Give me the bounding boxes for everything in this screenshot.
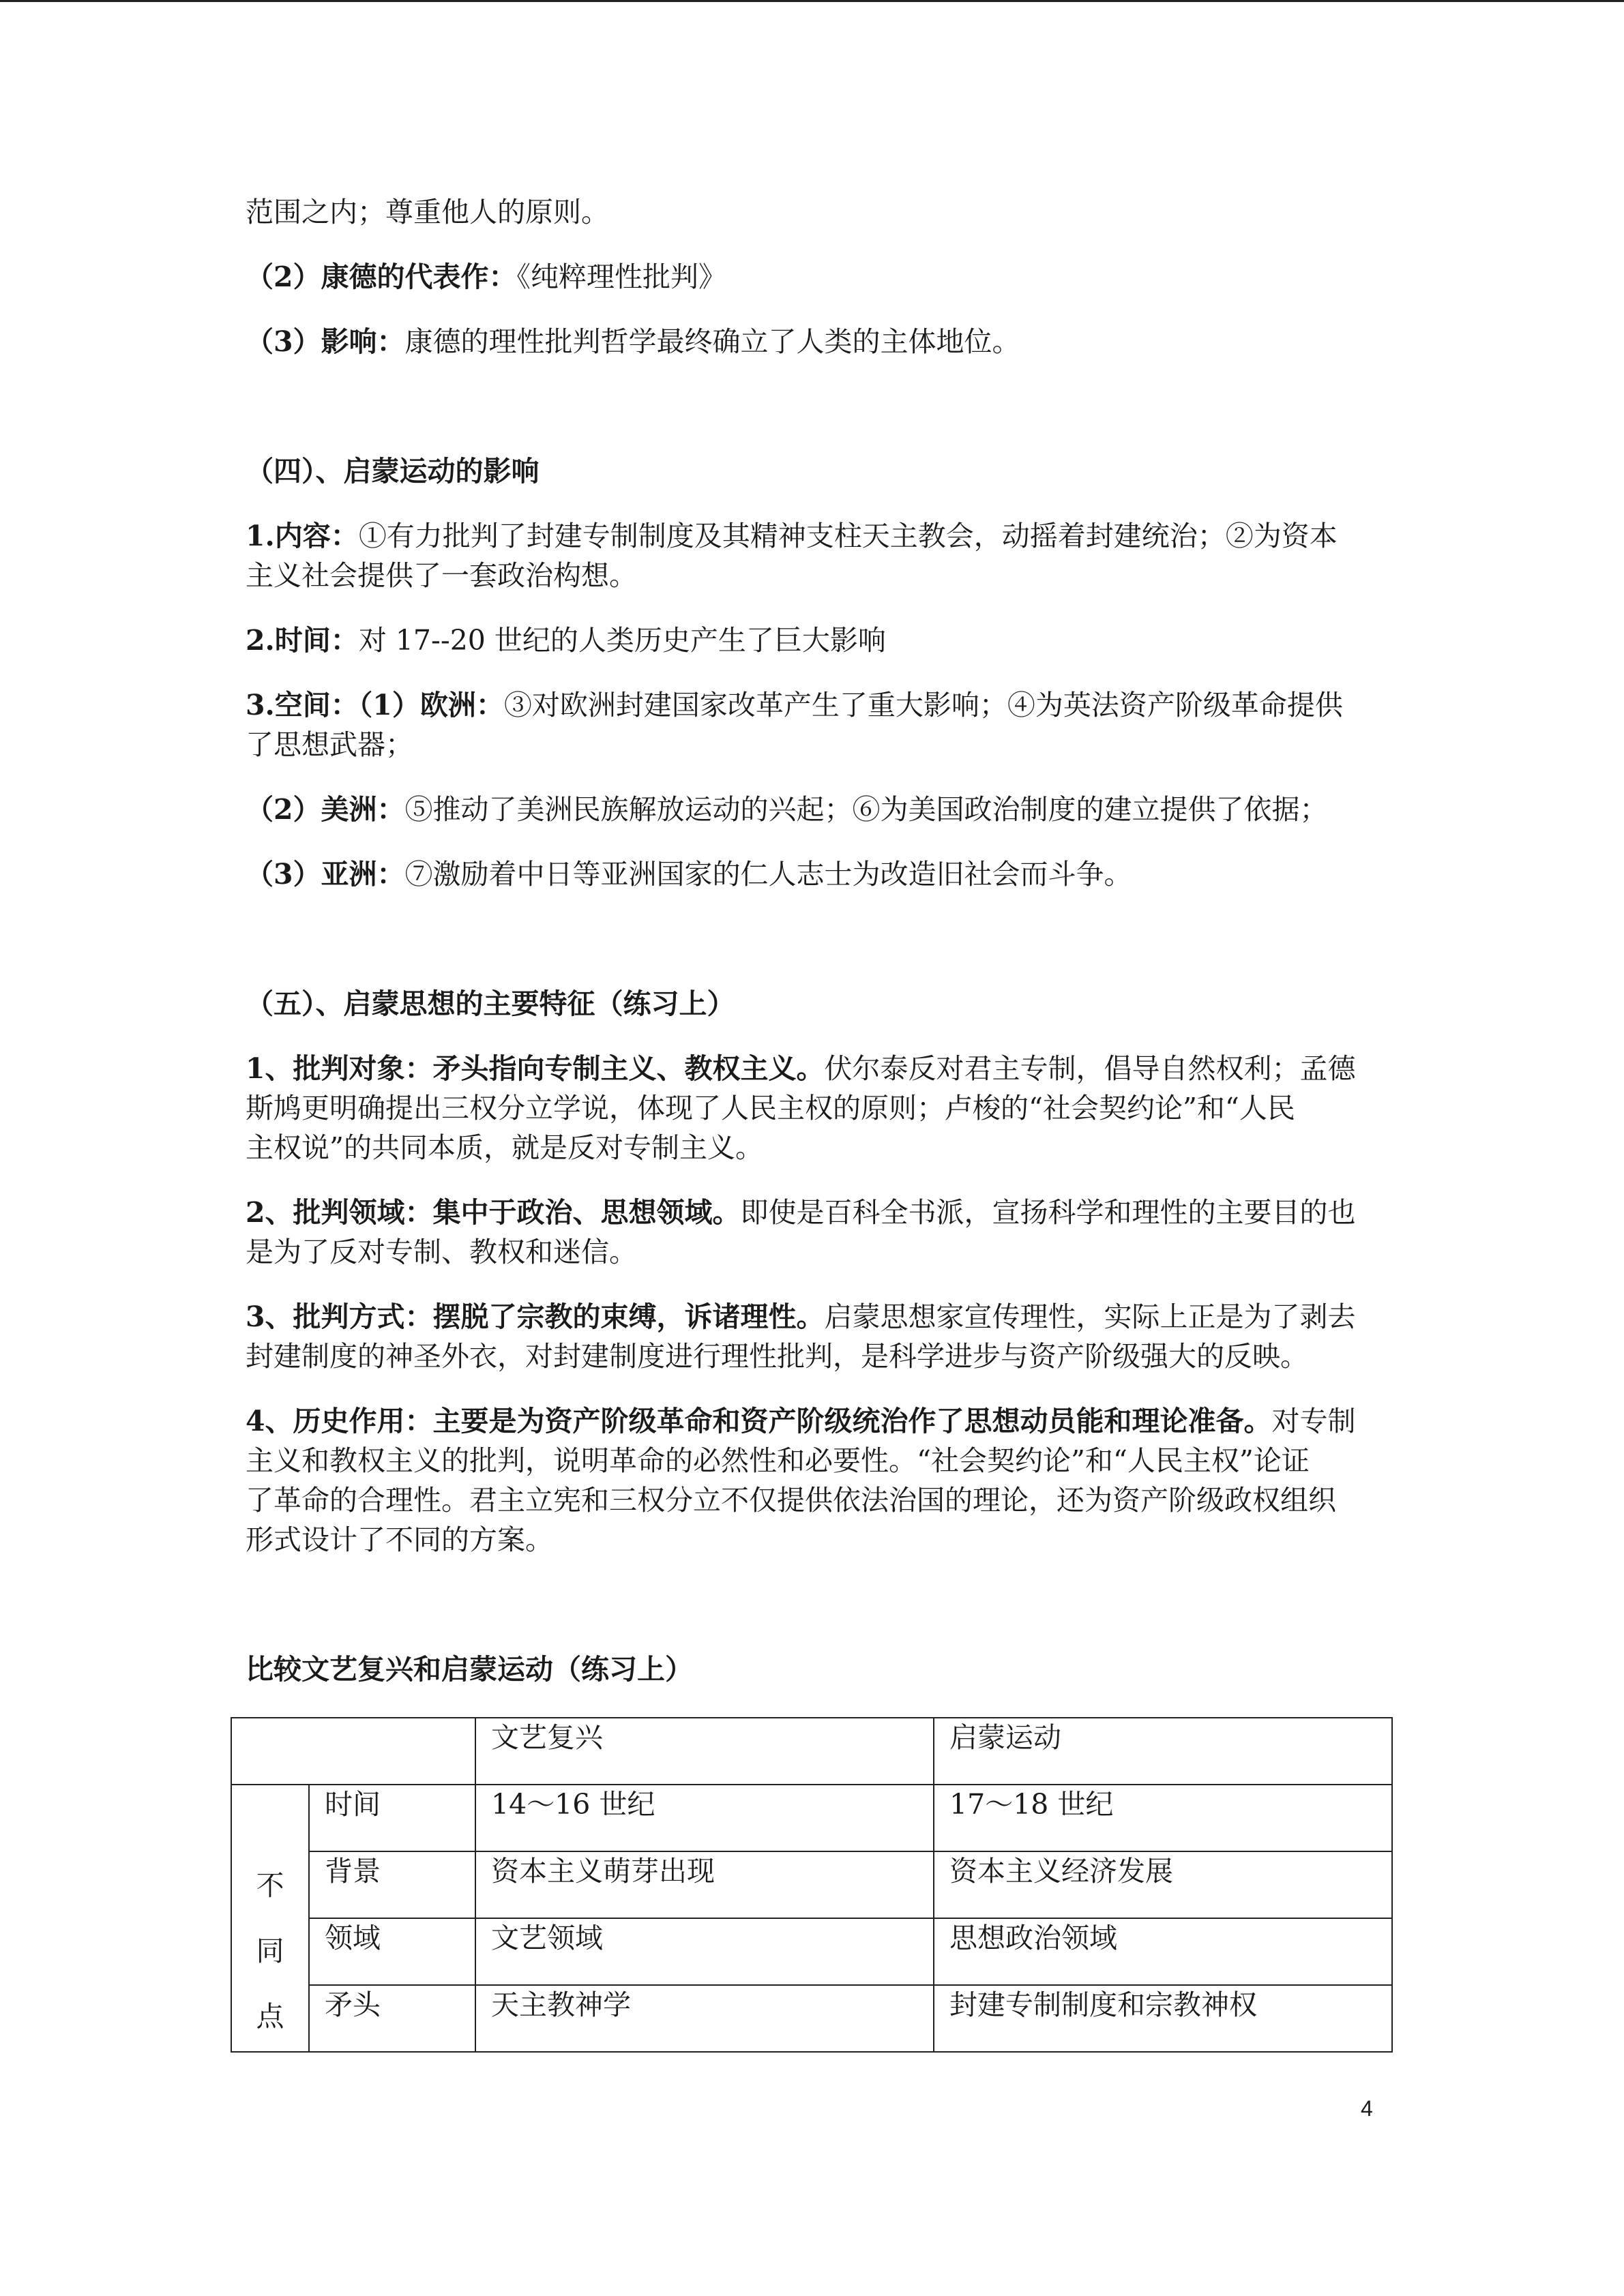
section4-content-line1: ①有力批判了封建专制制度及其精神支柱天主教会，动摇着封建统治；②为资本 [358, 520, 1338, 552]
section4-time-text: 对 17--20 世纪的人类历史产生了巨大影响 [358, 624, 886, 657]
section5-item-1-line1: 伏尔泰反对君主专制，倡导自然权利；孟德 [824, 1052, 1356, 1085]
page-number: 4 [1361, 2096, 1373, 2121]
section4-content-line2: 主义社会提供了一套政治构想。 [246, 559, 637, 592]
section4-america-label: （2）美洲： [246, 793, 405, 826]
section5-item-2-bold: 2、批判领域：集中于政治、思想领域。 [246, 1196, 741, 1229]
section5-item-4-line1: 对专制 [1271, 1405, 1356, 1437]
enlightenment-cell: 思想政治领域 [934, 1918, 1392, 1985]
section4-space-line2: 了思想武器； [246, 728, 413, 761]
group-char-3: 点 [256, 2000, 284, 2033]
aspect-cell: 背景 [309, 1851, 475, 1918]
section4-title: （四）、启蒙运动的影响 [246, 455, 540, 488]
section5-item-1-bold: 1、批判对象：矛头指向专制主义、教权主义。 [246, 1052, 825, 1085]
kant-influence-text: 康德的理性批判哲学最终确立了人类的主体地位。 [404, 325, 1020, 358]
section4-asia [246, 854, 1378, 894]
section5-item-1 [246, 1049, 1378, 1167]
renaissance-cell: 文艺领域 [475, 1918, 934, 1985]
section4-time-label: 2.时间： [246, 624, 359, 657]
table-header-row [231, 1718, 1392, 1785]
section5-item-1-line2: 斯鸠更明确提出三权分立学说，体现了人民主权的原则；卢梭的“社会契约论”和“人民 [246, 1092, 1295, 1124]
aspect-cell: 领域 [309, 1918, 475, 1985]
main-content [246, 192, 1378, 1689]
section5-item-2-line2: 是为了反对专制、教权和迷信。 [246, 1236, 637, 1268]
section4-content [246, 516, 1378, 595]
section5-item-4-line4: 形式设计了不同的方案。 [246, 1523, 553, 1556]
section4-space [246, 685, 1378, 764]
section5-item-3-line1: 启蒙思想家宣传理性，实际上正是为了剥去 [824, 1300, 1356, 1333]
comparison-table [231, 1717, 1393, 2053]
header-renaissance: 文艺复兴 [475, 1718, 934, 1785]
table-row [231, 1985, 1392, 2052]
group-char-2: 同 [256, 1935, 284, 1967]
section4-time [246, 621, 1378, 660]
renaissance-cell: 天主教神学 [475, 1985, 934, 2052]
kant-influence-label: （3）影响： [246, 325, 405, 358]
section5-item-3 [246, 1297, 1378, 1376]
section4-space-line1: ③对欧洲封建国家改革产生了重大影响；④为英法资产阶级革命提供 [503, 689, 1343, 721]
section5-item-4-bold: 4、历史作用：主要是为资产阶级革命和资产阶级统治作了思想动员能和理论准备。 [246, 1405, 1272, 1437]
aspect-cell: 矛头 [309, 1985, 475, 2052]
kant-work [246, 257, 1378, 297]
kant-work-text: 《纯粹理性批判》 [516, 260, 727, 293]
table-row [231, 1785, 1392, 1851]
group-label-cell [231, 1785, 309, 2052]
section5-item-3-line2: 封建制度的神圣外衣，对封建制度进行理性批判，是科学进步与资产阶级强大的反映。 [246, 1340, 1308, 1373]
section4-asia-label: （3）亚洲： [246, 858, 405, 891]
aspect-cell: 时间 [309, 1785, 475, 1851]
section5-item-4-line3: 了革命的合理性。君主立宪和三权分立不仅提供依法治国的理论，还为资产阶级政权组织 [246, 1484, 1336, 1517]
section4-america [246, 790, 1378, 829]
section5-title: （五）、启蒙思想的主要特征（练习上） [246, 987, 735, 1020]
table-corner-cell [231, 1718, 475, 1785]
section5-item-3-bold: 3、批判方式：摆脱了宗教的束缚，诉诸理性。 [246, 1300, 825, 1333]
section5-item-2-line1: 即使是百科全书派，宣扬科学和理性的主要目的也 [740, 1196, 1356, 1229]
renaissance-cell: 资本主义萌芽出现 [475, 1851, 934, 1918]
section5-item-2 [246, 1193, 1378, 1272]
section4-asia-text: ⑦激励着中日等亚洲国家的仁人志士为改造旧社会而斗争。 [404, 858, 1132, 891]
table-row [231, 1851, 1392, 1918]
intro-line: 范围之内；尊重他人的原则。 [246, 196, 609, 228]
section5-item-1-line3: 主权说”的共同本质，就是反对专制主义。 [246, 1131, 763, 1164]
section4-america-text: ⑤推动了美洲民族解放运动的兴起；⑥为美国政治制度的建立提供了依据； [404, 793, 1328, 826]
renaissance-cell: 14～16 世纪 [475, 1785, 934, 1851]
table-row [231, 1918, 1392, 1985]
header-enlightenment: 启蒙运动 [934, 1718, 1392, 1785]
enlightenment-cell: 17～18 世纪 [934, 1785, 1392, 1851]
kant-influence [246, 322, 1378, 361]
section4-space-label: 3.空间：（1）欧洲： [246, 689, 504, 721]
section5-item-4-line2: 主义和教权主义的批判，说明革命的必然性和必要性。“社会契约论”和“人民主权”论证 [246, 1444, 1310, 1477]
group-char-1: 不 [256, 1869, 284, 1902]
section5-item-4 [246, 1401, 1378, 1560]
top-border-line [0, 0, 1624, 2]
enlightenment-cell: 资本主义经济发展 [934, 1851, 1392, 1918]
kant-work-label: （2）康德的代表作： [246, 260, 517, 293]
enlightenment-cell: 封建专制制度和宗教神权 [934, 1985, 1392, 2052]
comparison-title: 比较文艺复兴和启蒙运动（练习上） [246, 1653, 693, 1686]
section4-content-label: 1.内容： [246, 520, 359, 552]
